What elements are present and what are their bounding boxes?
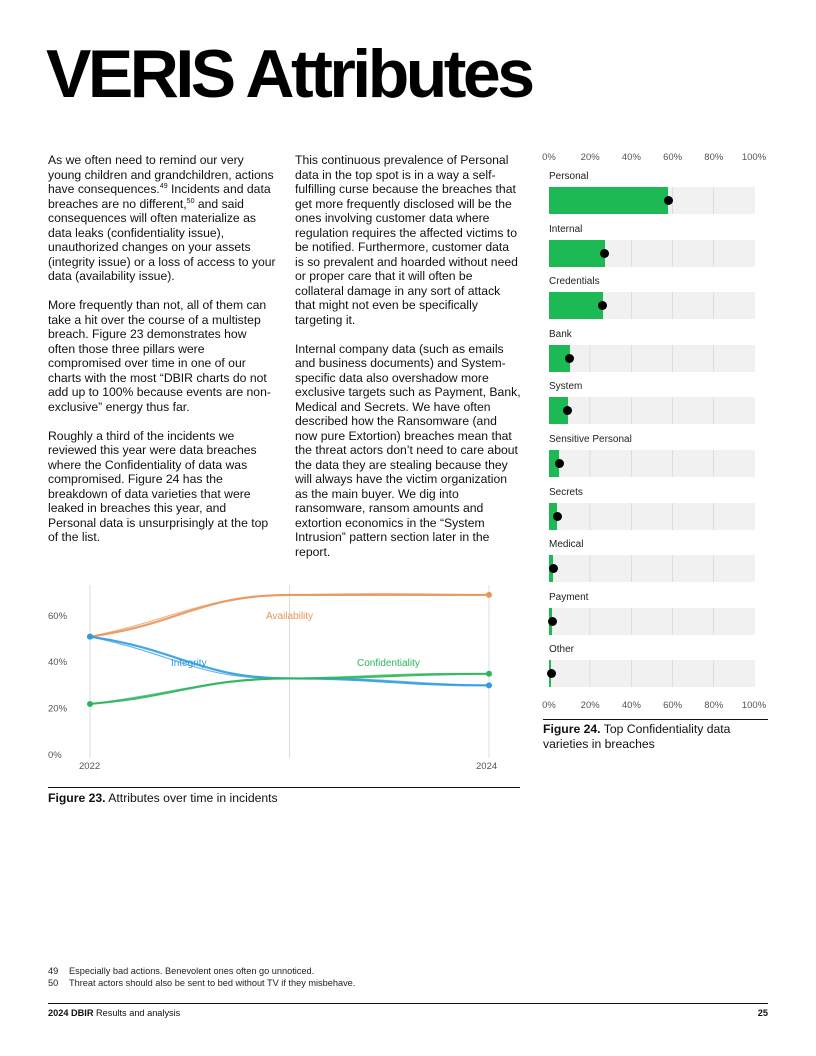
data-point-integrity (87, 634, 93, 640)
paragraph: Roughly a third of the incidents we reviewed this year were data breaches where the Confidentiality of data was compromised. Figure 24 has the breakdown of data varieties that were leaked in breaches this year, and Personal data is unsurprisingly at the top of the list. (48, 428, 269, 544)
bar-label: Internal (549, 223, 583, 235)
bar-label: Payment (549, 591, 589, 603)
bar-group (540, 571, 770, 624)
footnote-ref[interactable]: 49 (159, 182, 168, 190)
footnotes (48, 965, 355, 989)
x-tick-label: 60% (663, 152, 683, 163)
paragraph: This continuous prevalence of Personal data in the top spot is in a way a self-fulfilling curse because the breaches that get more frequently disclosed will be the ones involving customer data where regulation requires the affected victims to be notified. Furthermore, customer data is so prevalent and hoarded without need or proper care that it will often be collateral damage in any sort of attack that might not even be specifically targeting it. (295, 153, 518, 327)
bar-group (540, 360, 770, 413)
figure-24-caption: Figure 24. Top Confidentiality data varieties in breaches (543, 719, 768, 752)
series-label-confidentiality: Confidentiality (357, 658, 420, 669)
x-tick-label: 40% (621, 699, 641, 711)
footer-section: 2024 DBIR Results and analysis (48, 1008, 181, 1018)
data-point-availability (486, 592, 492, 598)
x-tick-label: 0% (542, 699, 556, 711)
footnote-49: 49 Especially bad actions. Benevolent ones often go unnoticed. (48, 966, 315, 976)
x-axis-labels (540, 698, 770, 712)
data-point-integrity (486, 682, 492, 688)
figure-24-bar-chart (540, 150, 770, 712)
x-tick-label: 40% (621, 152, 641, 163)
page-footer (48, 1003, 768, 1018)
bar-label: Secrets (549, 486, 583, 498)
bar-label: Sensitive Personal (549, 433, 632, 445)
paragraph: Internal company data (such as emails and business documents) and System-specific data also overshadow more exclusive targets such as Payment, Bank, Medical and Secrets. We have often described how the Ransomware (and now pure Extortion) breaches mean that the threat actors don’t need to care about the data they are stealing because they will always have the victim organization as the main buyer. We dig into ransomware, ransom amounts and extortion economics in the “System Intrusion” pattern section later in the report. (295, 341, 521, 559)
bar-value-marker (547, 669, 556, 678)
page-title: VERIS Attributes (46, 36, 532, 112)
bar-group (540, 623, 770, 676)
x-tick-label: 60% (663, 699, 683, 711)
bar-label: Medical (549, 539, 584, 551)
body-column-right (295, 153, 521, 574)
x-tick-label: 2022 (79, 761, 101, 772)
bar-label: Bank (549, 328, 572, 340)
x-tick-label: 100% (741, 699, 767, 711)
bar-group (540, 518, 770, 571)
bar-group (540, 255, 770, 308)
bar-label: Other (549, 644, 575, 656)
bar-group (540, 203, 770, 256)
footnote-50: 50 Threat actors should also be sent to bed without TV if they misbehave. (48, 978, 356, 988)
bar-label: Credentials (549, 276, 600, 288)
y-tick-label: 0% (48, 750, 62, 761)
bar-label: Personal (549, 171, 589, 182)
bar-group (540, 413, 770, 466)
series-label-integrity: Integrity (171, 658, 207, 669)
paragraph: More frequently than not, all of them can take a hit over the course of a multistep breach. Figure 23 demonstrates how often those three pillars were compromised over time in one of our charts with the most “DBIR charts do not add up to 100% because events are non-exclusive” energy thus far. (48, 298, 271, 414)
y-tick-label: 40% (48, 657, 68, 669)
bar-track (549, 660, 755, 687)
bar-group (540, 150, 770, 203)
x-tick-label: 0% (542, 152, 556, 163)
y-tick-label: 60% (48, 610, 68, 622)
bar-group (540, 308, 770, 361)
figure-23-line-chart (46, 585, 516, 780)
x-tick-label: 80% (704, 699, 724, 711)
body-column-left (48, 153, 276, 559)
x-tick-label: 80% (704, 152, 724, 163)
paragraph: As we often need to remind our very young children and grandchildren, actions have consequences.$^{49}$ Incidents and data breaches are no different,$^{50}$ and said consequences will often materialize as data leaks (confidentiality issue), unauthorized changes on your assets (integrity issue) or a loss of access to your data (availability issue). (48, 153, 276, 283)
series-label-availability: Availability (266, 611, 314, 622)
bar-label: System (549, 381, 583, 393)
y-tick-label: 20% (48, 703, 68, 715)
figure-23-caption: Figure 23. Attributes over time in incidents (48, 787, 520, 806)
footnote-ref[interactable]: 50 (186, 197, 195, 205)
bar-group (540, 466, 770, 519)
x-tick-label: 20% (580, 699, 600, 711)
data-point-confidentiality (87, 701, 93, 707)
x-tick-label: 100% (741, 152, 767, 163)
x-tick-label: 2024 (476, 761, 498, 772)
x-tick-label: 20% (580, 152, 600, 163)
data-point-confidentiality (486, 671, 492, 677)
page-number: 25 (757, 1008, 768, 1018)
